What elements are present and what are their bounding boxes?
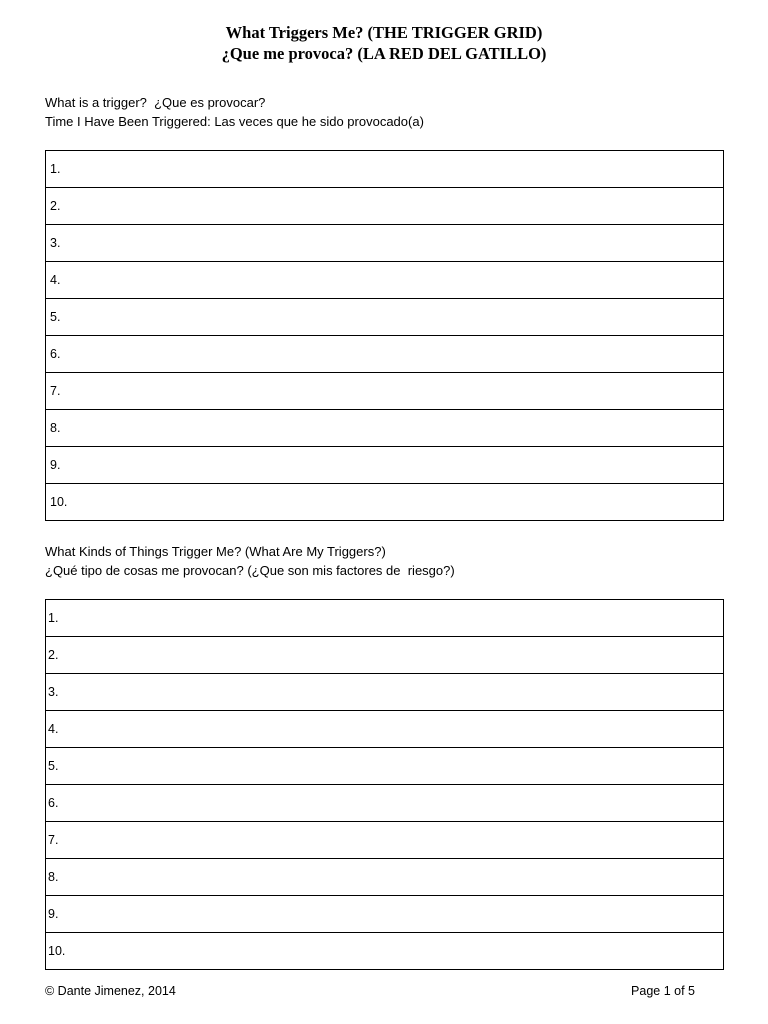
table-row (46, 785, 724, 822)
table-row (46, 262, 724, 299)
trigger-times-grid (45, 150, 724, 521)
section1-prompt-instruction: Time I Have Been Triggered: Las veces que he sido provocado(a) (45, 114, 424, 129)
section1-prompt-question: What is a trigger? ¿Que es provocar? (45, 95, 266, 110)
table-row (46, 299, 724, 336)
table-row (46, 373, 724, 410)
grid-cell[interactable]: 3. (46, 674, 724, 711)
table-row (46, 336, 724, 373)
grid-cell[interactable]: 7. (46, 373, 724, 410)
grid-cell[interactable]: 7. (46, 822, 724, 859)
table-row (46, 410, 724, 447)
grid-cell[interactable]: 8. (46, 859, 724, 896)
grid-cell[interactable]: 2. (46, 188, 724, 225)
table-row (46, 637, 724, 674)
table-row (46, 151, 724, 188)
grid-cell[interactable]: 4. (46, 711, 724, 748)
table-row (46, 674, 724, 711)
page-title: What Triggers Me? (THE TRIGGER GRID) (225, 23, 543, 42)
table-row (46, 859, 724, 896)
trigger-types-grid (45, 599, 724, 970)
section2-prompt-question: What Kinds of Things Trigger Me? (What Are My Triggers?) (45, 544, 386, 559)
grid-cell[interactable]: 10. (46, 484, 724, 521)
table-row (46, 188, 724, 225)
table-row (46, 225, 724, 262)
page-subtitle: ¿Que me provoca? (LA RED DEL GATILLO) (221, 44, 547, 63)
table-row (46, 711, 724, 748)
grid-cell[interactable]: 6. (46, 785, 724, 822)
grid-cell[interactable]: 1. (46, 151, 724, 188)
page-number: Page 1 of 5 (631, 984, 695, 998)
section2-prompt-question-es: ¿Qué tipo de cosas me provocan? (¿Que son mis factores de riesgo?) (45, 563, 455, 578)
grid-cell[interactable]: 9. (46, 447, 724, 484)
grid-cell[interactable]: 10. (46, 933, 724, 970)
grid-cell[interactable]: 3. (46, 225, 724, 262)
copyright-notice: © Dante Jimenez, 2014 (45, 984, 176, 998)
table-row (46, 484, 724, 521)
table-row (46, 600, 724, 637)
grid-cell[interactable]: 9. (46, 896, 724, 933)
table-row (46, 896, 724, 933)
table-row (46, 748, 724, 785)
grid-cell[interactable]: 6. (46, 336, 724, 373)
grid-cell[interactable]: 5. (46, 299, 724, 336)
table-row (46, 822, 724, 859)
grid-cell[interactable]: 2. (46, 637, 724, 674)
grid-cell[interactable]: 1. (46, 600, 724, 637)
grid-cell[interactable]: 4. (46, 262, 724, 299)
table-row (46, 933, 724, 970)
grid-cell[interactable]: 8. (46, 410, 724, 447)
grid-cell[interactable]: 5. (46, 748, 724, 785)
table-row (46, 447, 724, 484)
